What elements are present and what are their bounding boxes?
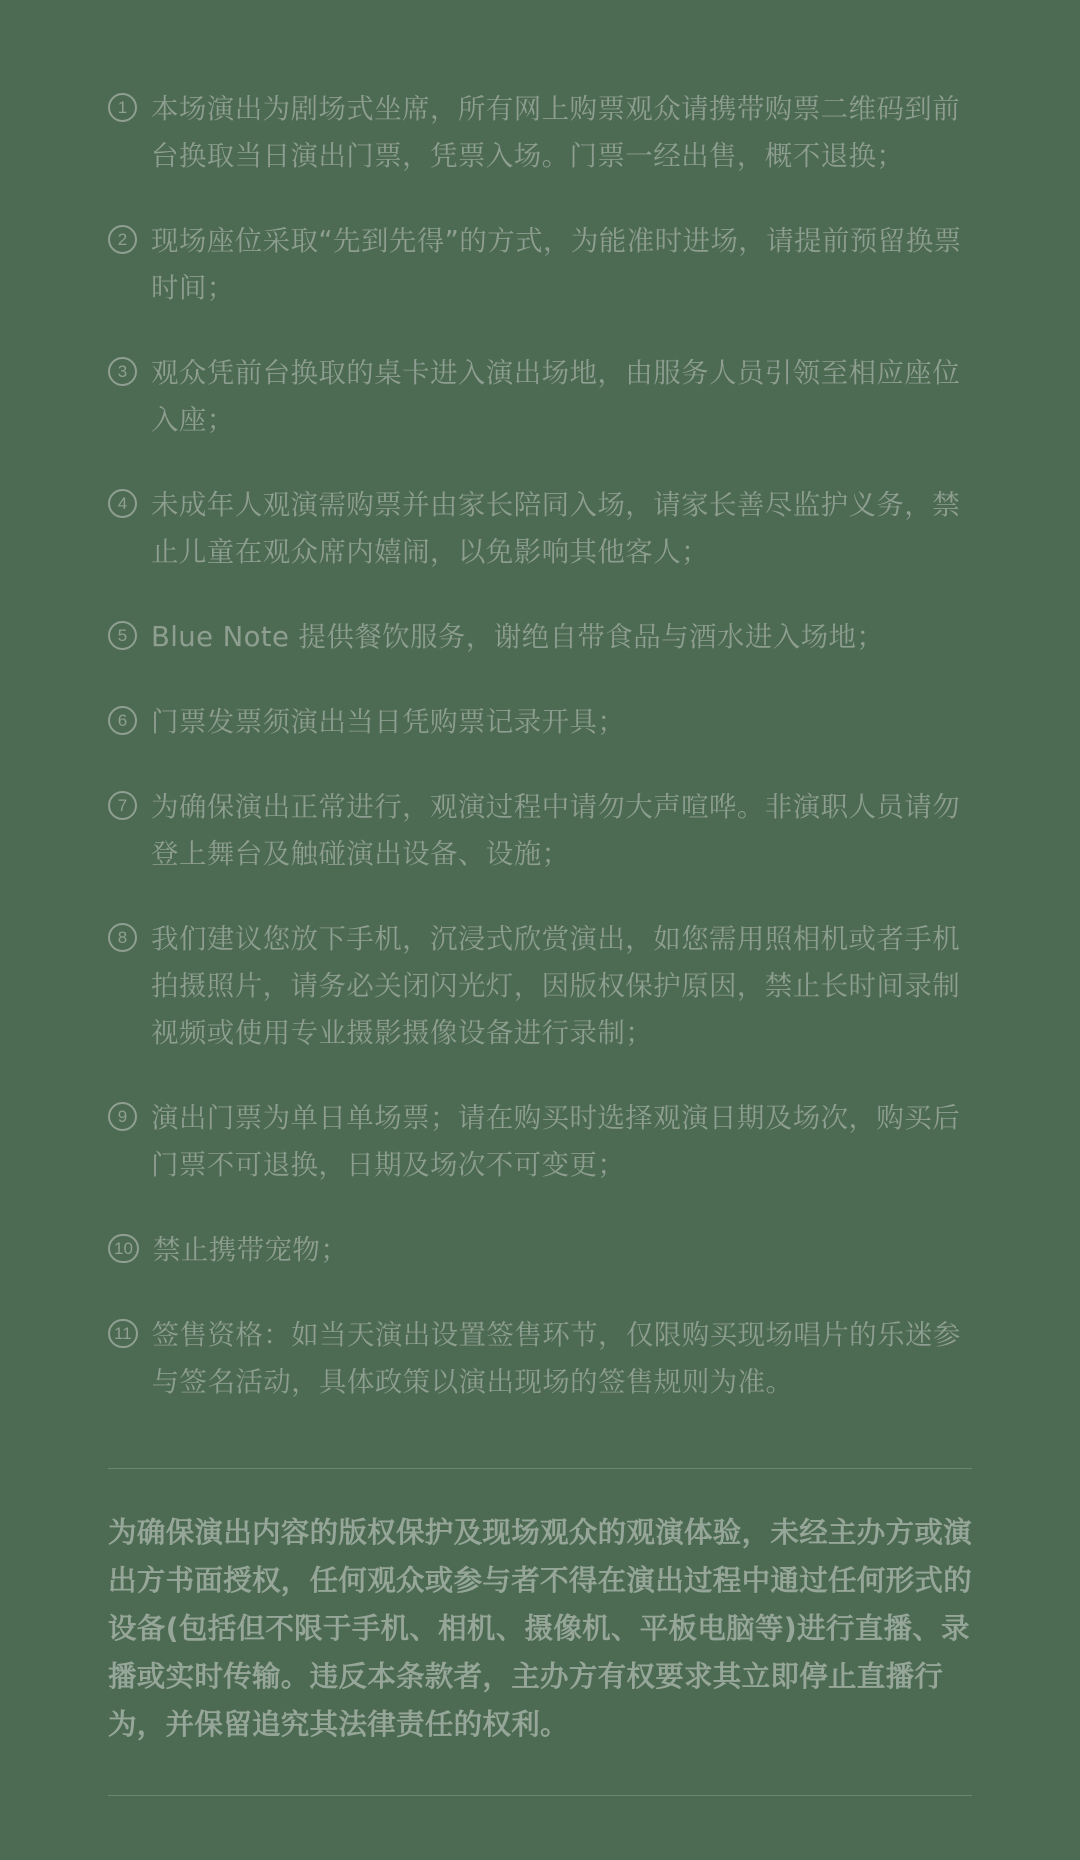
notice-text: 为确保演出正常进行，观演过程中请勿大声喧哗。非演职人员请勿登上舞台及触碰演出设备、设施；: [151, 791, 961, 870]
notice-number-badge: 11: [108, 1319, 138, 1348]
list-item: [108, 482, 972, 576]
notice-text: 现场座位采取“先到先得”的方式，为能准时进场，请提前预留换票时间；: [151, 225, 962, 304]
notice-number-badge: 6: [108, 706, 137, 735]
notice-number-badge: 9: [108, 1102, 137, 1131]
list-item: [108, 350, 972, 444]
list-item: [108, 614, 972, 661]
copyright-notice: 为确保演出内容的版权保护及现场观众的观演体验，未经主办方或演出方书面授权，任何观众或参与者不得在演出过程中通过任何形式的设备(包括但不限于手机、相机、摄像机、平板电脑等)进行直播、录播或实时传输。违反本条款者，主办方有权要求其立即停止直播行为，并保留追究其法律责任的权利。: [108, 1516, 973, 1741]
list-item: [108, 699, 972, 746]
list-item: [108, 1312, 972, 1406]
list-item: [108, 1095, 972, 1189]
notice-number-badge: 10: [108, 1234, 139, 1263]
notice-number-badge: 4: [108, 489, 137, 518]
divider-bottom: [108, 1795, 972, 1796]
list-item: [108, 86, 972, 180]
notice-text: 观众凭前台换取的桌卡进入演出场地，由服务人员引领至相应座位入座；: [151, 357, 961, 436]
notice-text: 门票发票须演出当日凭购票记录开具；: [151, 706, 626, 738]
notice-text: Blue Note 提供餐饮服务，谢绝自带食品与酒水进入场地；: [151, 621, 885, 653]
notice-text: 演出门票为单日单场票；请在购买时选择观演日期及场次，购买后门票不可退换，日期及场次不可变更；: [151, 1102, 961, 1181]
list-item: [108, 784, 972, 878]
notice-text: 签售资格：如当天演出设置签售环节，仅限购买现场唱片的乐迷参与签名活动，具体政策以演出现场的签售规则为准。: [151, 1319, 961, 1398]
divider-top: [108, 1468, 972, 1469]
notice-text: 未成年人观演需购票并由家长陪同入场，请家长善尽监护义务，禁止儿童在观众席内嬉闹，以免影响其他客人；: [151, 489, 961, 568]
notice-number-badge: 8: [108, 923, 137, 952]
notice-number-badge: 2: [108, 225, 137, 254]
list-item: [108, 916, 972, 1057]
notice-text: 本场演出为剧场式坐席，所有网上购票观众请携带购票二维码到前台换取当日演出门票，凭票入场。门票一经出售，概不退换；: [151, 93, 961, 172]
notice-list: [108, 86, 972, 1406]
notice-number-badge: 7: [108, 791, 137, 820]
notice-number-badge: 3: [108, 357, 137, 386]
notice-text: 我们建议您放下手机，沉浸式欣赏演出，如您需用照相机或者手机拍摄照片，请务必关闭闪光灯，因版权保护原因，禁止长时间录制视频或使用专业摄影摄像设备进行录制；: [151, 923, 961, 1049]
list-item: [108, 218, 972, 312]
list-item: [108, 1227, 972, 1274]
notice-number-badge: 5: [108, 621, 137, 650]
notice-text: 禁止携带宠物；: [152, 1234, 349, 1266]
notice-number-badge: 1: [108, 93, 137, 122]
